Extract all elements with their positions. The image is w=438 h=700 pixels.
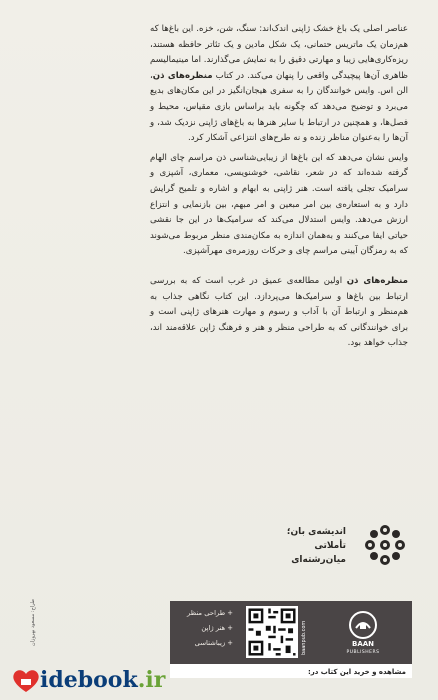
book-title-inline-2: منظره‌های ذن [346, 275, 409, 286]
heart-book-icon [12, 668, 40, 694]
series-line-2: تأملاتی میان‌رشته‌ای [291, 541, 346, 565]
watermark-tld: .ir [137, 667, 166, 693]
watermark-text [40, 666, 165, 694]
publisher-name: BAAN [351, 640, 375, 648]
tag-landscape-design: + طراحی منظر [187, 609, 233, 617]
paragraph-1-cont: ، الن اس. وایس خوانندگان را به سفری هیجان‌انگیز در این مکان‌های بدیع می‌برد و توضیح می‌دهد که چگونه باید براساس بازی مقیاس، محیط و فصل‌ها، و همچنین در ارتباط با سایر هنرها به باغ‌های ژاپنی نزدیک شد، و آن‌ها را به‌عنوان مناظر زنده و نه طرح‌های انتزاعی آشکار کرد. [150, 70, 408, 144]
series-line-1: اندیشه‌ی بان؛ [286, 527, 346, 537]
paragraph-3 [150, 274, 408, 352]
book-title-inline: منظره‌های ذن [152, 70, 213, 81]
baan-emblem-icon [348, 610, 378, 640]
qr-code-icon[interactable] [246, 606, 298, 658]
paragraph-2: وایس نشان می‌دهد که این باغ‌ها از زیبایی‌شناسی ذن مراسم چای الهام گرفته شده‌اند که در شعر، نقاشی، خوشنویسی، معماری، آشپزی و سرامیک تجلی یافته است. هنر ژاپنی به ابهام و اشاره و تلمیح گرایش دارد و به استعاره‌ی بین امر مبعین و امر مبهم، بین بازنمایی و انتزاع ارزش می‌دهد. وایس استدلال می‌کند که سرامیک‌ها در این جا نقشی حیاتی ایفا می‌کنند و به‌همان اندازه به مکان‌مندی منظر مربوط می‌شوند که به رمزگان آیینی مراسم چای و حرکات روزمره‌ی مهرآشپزی. [150, 152, 408, 257]
watermark-main: idebook [40, 667, 138, 693]
subject-tags [178, 606, 233, 651]
tag-aesthetics: + زیباشناسی [194, 639, 233, 647]
ornament-logo-icon [358, 518, 412, 572]
publisher-url[interactable]: baanpub.com [301, 620, 307, 655]
series-brand [268, 525, 346, 577]
tag-japan-art: + هنر ژاپن [201, 624, 233, 632]
back-cover-text [150, 22, 408, 356]
publisher-url-wrap [300, 606, 308, 658]
designer-credit: طراح: مسعود بهروزان [30, 599, 36, 646]
publisher-subtitle: PUBLISHERS [346, 650, 380, 655]
paragraph-3-text: اولین مطالعه‌ی عمیق در غرب است که به بررسی ارتباط بین باغ‌ها و سرامیک‌ها می‌پردازد. این کتاب نگاهی جذاب به هم‌منظر و ارتباط آن با آداب و رسوم و مهارت هنرهای ژاپنی است و برای خوانندگانی که به طراحی منظر و هنر و فرهنگ ژاپن علاقه‌مند اند، جذاب خواهد بود. [150, 275, 408, 349]
buy-online-text: مشاهده و خرید این کتاب در: [307, 668, 406, 676]
paragraph-1-text: عناصر اصلی یک باغ خشک ژاپنی اندک‌اند: سنگ، شن، خزه. این باغ‌ها که هم‌زمان یک ماتریس حتمانی، یک شکل مادین و یک تئاتر حافظه هستند، ریزه‌کاری‌هایی زیبا و مهارتی دقیق را به نمایش می‌گذارند. اما مینیمالیسم ظاهری آن‌ها پیچیدگی واقعی را پنهان می‌کند. در کتاب [150, 24, 409, 81]
paragraph-1 [150, 22, 408, 147]
